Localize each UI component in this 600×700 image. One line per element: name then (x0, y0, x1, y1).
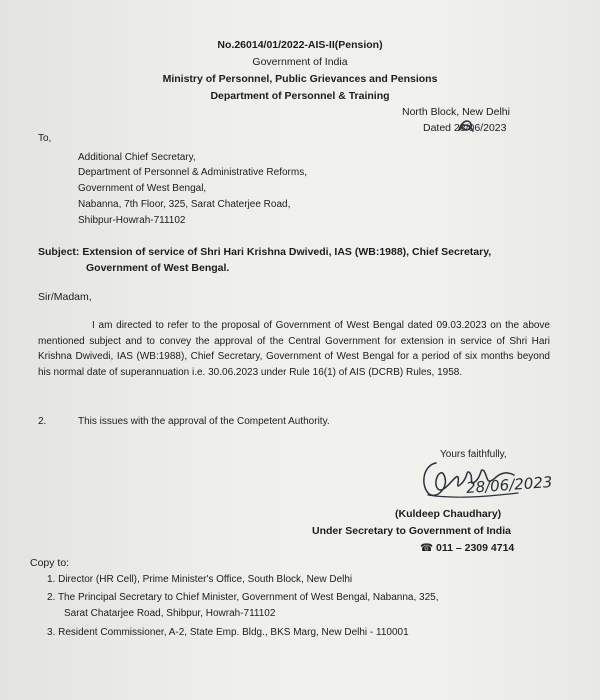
ministry-name: Ministry of Personnel, Public Grievances and Pensions (162, 73, 438, 85)
addressee-line: Department of Personnel & Administrative Reforms, (78, 167, 307, 178)
to-label: To, (38, 133, 52, 144)
copy-to-item: 1. Director (HR Cell), Prime Minister's Office, South Block, New Delhi (47, 574, 353, 585)
copy-to-item: 2. The Principal Secretary to Chief Minister, Government of West Bengal, Nabanna, 325, (47, 592, 439, 603)
copy-to-label: Copy to: (30, 557, 70, 569)
copy-to-item: 3. Resident Commissioner, A-2, State Emp. Bldg., BKS Marg, New Delhi - 110001 (47, 627, 409, 638)
closing-yours-faithfully: Yours faithfully, (440, 449, 507, 460)
subject-line-2: Government of West Bengal. (86, 262, 230, 274)
signatory-designation: Under Secretary to Government of India (312, 525, 511, 537)
reference-number: No.26014/01/2022-AIS-II(Pension) (217, 39, 383, 51)
phone-number: ☎ 011 – 2309 4714 (420, 542, 515, 554)
body-paragraph-2: This issues with the approval of the Competent Authority. (78, 416, 330, 427)
copy-to-item-continued: Sarat Chatarjee Road, Shibpur, Howrah-711102 (64, 608, 276, 619)
signature-date: 28/06/2023 (465, 473, 553, 497)
subject-line: Subject: Extension of service of Shri Hari Krishna Dwivedi, IAS (WB:1988), Chief Secretary, (38, 246, 492, 258)
government-name: Government of India (252, 56, 348, 68)
handwritten-date-correction (456, 116, 476, 136)
body-paragraph-1: I am directed to refer to the proposal of Government of West Bengal dated 09.03.2023 on the above mentioned subject and to convey the approval of the Central Government for extension in service of Shri Hari Krishna Dwivedi, IAS (WB:1988), Chief Secretary, Government of West Bengal for a period of six months beyond his normal date of superannuation i.e. 30.06.2023 under Rule 16(1) of AIS (DCRB) Rules, 1958. (38, 320, 550, 378)
date: Dated 28/06/2023 (423, 122, 507, 134)
salutation: Sir/Madam, (38, 291, 92, 303)
addressee-line: Nabanna, 7th Floor, 325, Sarat Chaterjee Road, (78, 199, 291, 210)
signatory-name: (Kuldeep Chaudhary) (395, 508, 502, 520)
paragraph-2-number: 2. (38, 416, 47, 427)
place: North Block, New Delhi (402, 106, 510, 118)
department-name: Department of Personnel & Training (210, 90, 390, 102)
addressee-line: Shibpur-Howrah-711102 (78, 215, 186, 226)
addressee-line: Government of West Bengal, (78, 183, 207, 194)
addressee-line: Additional Chief Secretary, (78, 152, 196, 163)
